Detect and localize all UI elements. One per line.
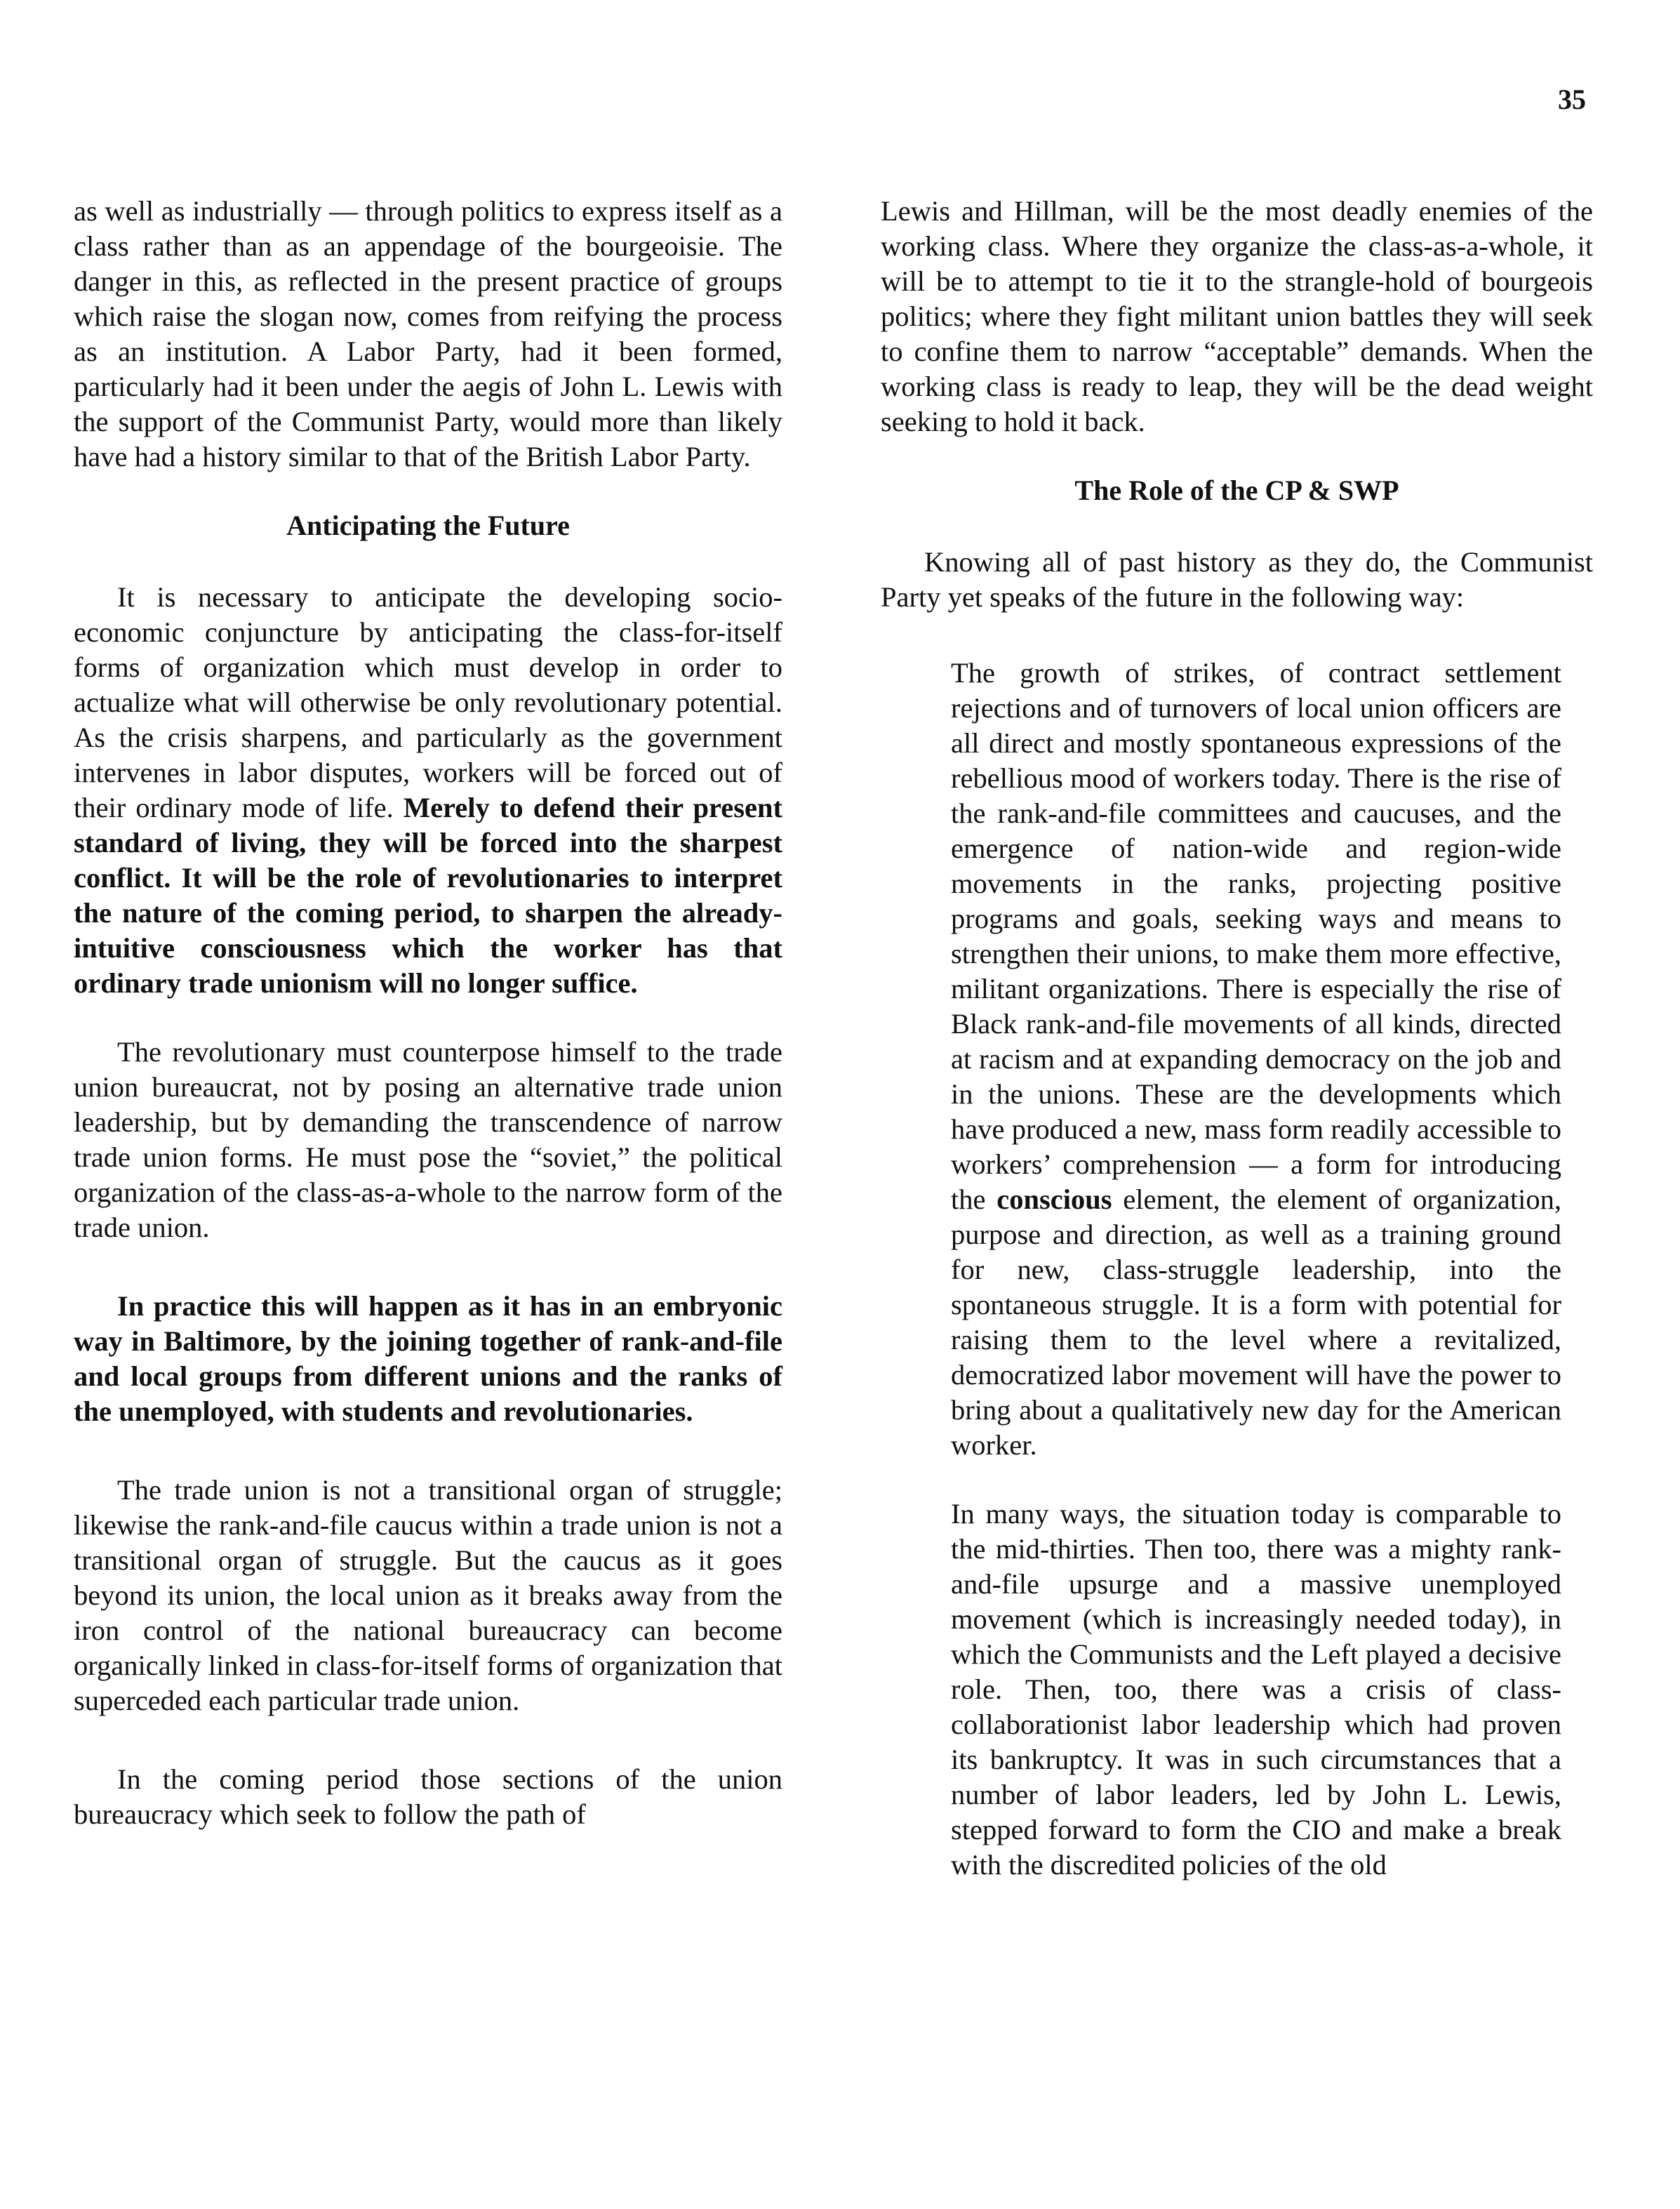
page-number: 35: [1558, 84, 1586, 115]
quote-paragraph: In many ways, the situation today is comparable to the mid-thirties. Then too, there was a mighty rank-and-file upsurge and a massive unemployed movement (which is increasingly needed today), in which the Communists and the Left played a decisive role. Then, too, there was a crisis of class-collaborationist labor leadership which had proven its bankruptcy. It was in such circumstances that a number of labor leaders, led by John L. Lewis, stepped forward to form the CIO and make a break with the discredited policies of the old: [951, 1498, 1561, 1880]
paragraph: Lewis and Hillman, will be the most deadly enemies of the working class. Where they organize the class-as-a-whole, it will be to attempt to tie it to the strangle-hold of bourgeois politics; where they fight militant union battles they will seek to confine them to narrow “acceptable” demands. When the working class is ready to leap, they will be the dead weight seeking to hold it back.: [881, 195, 1593, 437]
quote-paragraph: [951, 656, 1561, 1463]
right-column: [881, 194, 1593, 1916]
paragraph: Knowing all of past history as they do, the Communist Party yet speaks of the future in the following way:: [881, 546, 1593, 613]
paragraph: In the coming period those sections of the union bureaucracy which seek to follow the path of: [74, 1763, 782, 1830]
quote-text: element, the element of organization, purpose and direction, as well as a training ground for new, class-struggle leadership, into the spontaneous struggle. It is a form with potential for raising them to the level where a revitalized, democratized labor movement will have the power to bring about a qualitatively new day for the American worker.: [951, 1183, 1561, 1461]
paragraph-bold-text: Merely to defend their present standard of living, they will be forced into the sharpest conflict. It will be the role of revolutionaries to interpret the nature of the coming period, to sharpen the already-intuitive consciousness which the worker has that ordinary trade unionism will no longer suffice.: [74, 792, 782, 999]
quote-bold-text: conscious: [996, 1183, 1112, 1215]
section-heading-anticipating-future: Anticipating the Future: [286, 510, 570, 541]
block-quote: [951, 656, 1561, 1883]
paragraph: The revolutionary must counterpose himself to the trade union bureaucrat, not by posing an alternative trade union leadership, but by demanding the transcendence of narrow trade union forms. He must pose the “soviet,” the political organization of the class-as-a-whole to the narrow form of the trade union.: [74, 1036, 782, 1243]
section-heading-role-cp-swp: The Role of the CP & SWP: [1074, 475, 1399, 506]
left-column: [74, 194, 782, 1866]
quote-text: The growth of strikes, of contract settlement rejections and of turnovers of local union officers are all direct and mostly spontaneous expressions of the rebellious mood of workers today. There is the rise of the rank-and-file committees and caucuses, and the emergence of nation-wide and region-wide movements in the ranks, projecting positive programs and goals, seeking ways and means to strengthen their unions, to make them more effective, militant organizations. There is especially the rise of Black rank-and-file movements of all kinds, directed at racism and at expanding democracy on the job and in the unions. These are the developments which have produced a new, mass form readily accessible to workers’ comprehension — a form for introducing the: [951, 657, 1561, 1215]
paragraph-text: It is necessary to anticipate the developing socio-economic conjuncture by anticipating the class-for-itself forms of organization which must develop in order to actualize what will otherwise be only revolutionary potential. As the crisis sharpens, and particularly as the government intervenes in labor disputes, workers will be forced out of their ordinary mode of life.: [74, 581, 782, 823]
paragraph-bold: In practice this will happen as it has in an embryonic way in Baltimore, by the joining together of rank-and-file and local groups from different unions and the ranks of the unemployed, with students and revolutionaries.: [74, 1290, 782, 1427]
paragraph: The trade union is not a transitional organ of struggle; likewise the rank-and-file caucus within a trade union is not a transitional organ of struggle. But the caucus as it goes beyond its union, the local union as it breaks away from the iron control of the national bureaucracy can become organically linked in class-for-itself forms of organization that superceded each particular trade union.: [74, 1474, 782, 1716]
paragraph: as well as industrially — through politics to express itself as a class rather than as an appendage of the bourgeoisie. The danger in this, as reflected in the present practice of groups which raise the slogan now, comes from reifying the process as an institution. A Labor Party, had it been formed, particularly had it been under the aegis of John L. Lewis with the support of the Communist Party, would more than likely have had a history similar to that of the British Labor Party.: [74, 195, 782, 472]
paragraph: [74, 580, 782, 1001]
